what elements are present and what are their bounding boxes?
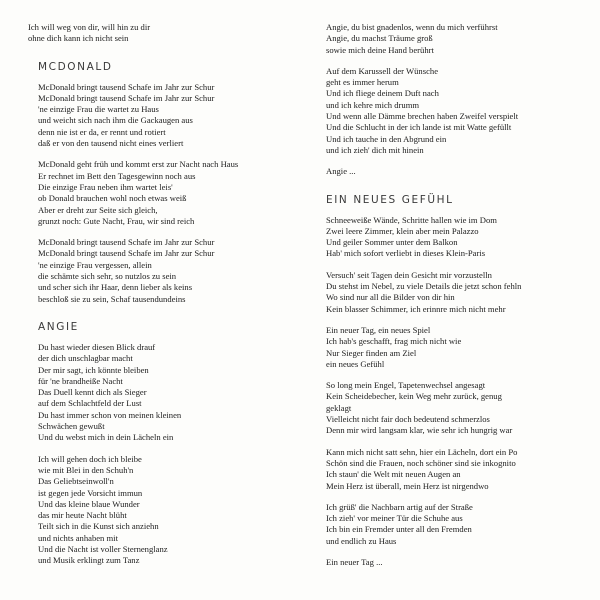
lyric-line: Und geiler Sommer unter dem Balkon	[326, 237, 458, 248]
lyric-line: Nur Sieger finden am Ziel	[326, 347, 417, 358]
lyric-line: Ich grüß' die Nachbarn artig auf der Straße	[326, 501, 473, 512]
lyric-line: Ich will weg von dir, will hin zu dir	[28, 22, 151, 32]
lyric-line: Angie, du machst Träume groß	[326, 33, 433, 44]
lyric-line: geht es immer herum	[326, 77, 399, 88]
lyric-line: ist gegen jede Vorsicht immun	[38, 487, 143, 498]
lyric-line: wie mit Blei in den Schuh'n	[38, 464, 134, 475]
lyric-line: auf dem Schlachtfeld der Lust	[38, 398, 142, 409]
lyric-line: ob Donald brauchen wohl noch etwas weiß	[38, 193, 187, 204]
lyric-line: Und ich tauche in den Abgrund ein	[326, 133, 447, 144]
stanza	[312, 502, 584, 547]
lyric-line: Das Duell kennt dich als Sieger	[38, 387, 147, 398]
lyric-line: Auf dem Karussell der Wünsche	[326, 65, 439, 76]
lyric-line: und weicht sich nach ihm die Gackaugen aus	[38, 115, 193, 126]
stanza	[24, 454, 296, 567]
lyric-line: und scher sich ihr Haar, denn lieber als keins	[38, 282, 193, 293]
lyric-line: Er rechnet im Bett den Tagesgewinn noch aus	[38, 170, 196, 181]
lyric-line: und ich kehre mich drumm	[326, 99, 420, 110]
lyric-line: und endlich zu Haus	[326, 535, 397, 546]
lyric-line: So long mein Engel, Tapetenwechsel angesagt	[326, 380, 486, 391]
lyric-line: McDonald geht früh und kommt erst zur Nacht nach Haus	[38, 159, 239, 170]
lyric-line: ohne dich kann ich nicht sein	[28, 33, 129, 44]
stanza	[312, 380, 584, 436]
right-column	[312, 22, 584, 586]
stanza	[24, 82, 296, 150]
lyric-line: grunzt noch: Gute Nacht, Frau, wir sind reich	[38, 215, 195, 226]
stanza	[312, 22, 584, 56]
lyric-line: Kein blasser Schimmer, ich erinnre mich nicht mehr	[326, 303, 506, 314]
lyric-line: geklagt	[326, 402, 352, 413]
lyric-line: Du hast immer schon von meinen kleinen	[38, 409, 182, 420]
lyric-line: Ich will gehen doch ich bleibe	[38, 453, 142, 464]
lyric-line: Angie, du bist gnadenlos, wenn du mich verführst	[326, 22, 498, 32]
lyric-line: ein neues Gefühl	[326, 358, 385, 369]
lyric-line: Und das kleine blaue Wunder	[38, 498, 140, 509]
lyric-line: sowie mich deine Hand berührt	[326, 44, 434, 55]
lyric-line: Teilt sich in die Kunst sich anziehn	[38, 521, 159, 532]
lyric-line: das mir heute Nacht blüht	[38, 510, 127, 521]
stanza	[312, 270, 584, 315]
lyric-line: Und du webst mich in dein Lächeln ein	[38, 432, 174, 443]
stanza	[24, 237, 296, 305]
stanza	[24, 342, 296, 444]
lyric-line: 'ne einzige Frau die wartet zu Haus	[38, 104, 159, 115]
lyric-line: Ein neuer Tag ...	[326, 556, 383, 567]
stanza	[312, 215, 584, 260]
song-title: MCDONALD	[38, 60, 113, 73]
song-title: EIN NEUES GEFÜHL	[326, 193, 454, 206]
lyric-line: McDonald bringt tausend Schafe im Jahr zur Schur	[38, 81, 215, 92]
lyric-line: Schneeweiße Wände, Schritte hallen wie im Dom	[326, 214, 497, 225]
lyric-line: Ich zieh' vor meiner Tür die Schuhe aus	[326, 513, 463, 524]
stanza	[24, 22, 296, 45]
lyric-line: Der mir sagt, ich könnte bleiben	[38, 364, 149, 375]
stanza	[24, 159, 296, 227]
stanza	[312, 447, 584, 492]
lyric-line: Ein neuer Tag, ein neues Spiel	[326, 324, 431, 335]
lyric-line: McDonald bringt tausend Schafe im Jahr zur Schur	[38, 92, 215, 103]
stanza	[312, 325, 584, 370]
lyric-line: Ich hab's geschafft, frag mich nicht wie	[326, 336, 462, 347]
lyric-line: Ich bin ein Fremder unter all den Fremden	[326, 524, 472, 535]
stanza	[312, 557, 584, 568]
lyric-line: Und wenn alle Dämme brechen haben Zweifel verspielt	[326, 111, 519, 122]
lyric-line: Ich staun' die Welt mit neuen Augen an	[326, 469, 461, 480]
lyric-line: McDonald bringt tausend Schafe im Jahr zur Schur	[38, 237, 215, 248]
stanza	[312, 66, 584, 156]
lyric-line: Und die Nacht ist voller Sternenglanz	[38, 543, 168, 554]
lyric-line: McDonald bringt tausend Schafe im Jahr zur Schur	[38, 248, 215, 259]
lyric-line: Kann mich nicht satt sehn, hier ein Lächeln, dort ein Po	[326, 446, 518, 457]
lyric-line: denn nie ist er da, er rennt und rotiert	[38, 126, 166, 137]
lyric-line: Du hast wieder diesen Blick drauf	[38, 341, 156, 352]
lyric-line: für 'ne brandheiße Nacht	[38, 375, 123, 386]
lyric-line: Vielleicht nicht fair doch bedeutend schmerzlos	[326, 414, 490, 425]
lyric-line: Denn mir wird langsam klar, wie sehr ich hungrig war	[326, 425, 513, 436]
lyric-line: und ich zieh' dich mit hinein	[326, 144, 424, 155]
lyric-line: Aber er dreht zur Seite sich gleich,	[38, 204, 158, 215]
lyric-line: Und die Schlucht in der ich lande ist mit Watte gefüllt	[326, 122, 512, 133]
lyric-line: und nichts anhaben mit	[38, 532, 118, 543]
lyric-line: Die einzige Frau neben ihm wartet leis'	[38, 181, 173, 192]
lyric-line: Das Geliebtseinwoll'n	[38, 476, 114, 487]
lyric-line: Schwächen gewußt	[38, 421, 105, 432]
lyric-line: und Musik erklingt zum Tanz	[38, 555, 140, 566]
lyric-line: Mein Herz ist überall, mein Herz ist nirgendwo	[326, 480, 489, 491]
lyric-line: Wo sind nur all die Bilder von dir hin	[326, 292, 455, 303]
lyric-line: Kein Scheidebecher, kein Weg mehr zurück, genug	[326, 391, 502, 402]
lyric-line: 'ne einzige Frau vergessen, allein	[38, 259, 152, 270]
left-column	[24, 22, 296, 586]
lyric-line: die schämte sich sehr, so nutzlos zu sein	[38, 271, 177, 282]
lyric-line: Angie ...	[326, 166, 356, 177]
lyric-line: beschloß sie zu sein, Schaf tausendundeins	[38, 293, 186, 304]
lyric-line: Hab' mich sofort verliebt in dieses Klein-Paris	[326, 248, 486, 259]
lyric-line: Und ich fliege deinem Duft nach	[326, 88, 439, 99]
lyric-line: Du stehst im Nebel, zu viele Details die jetzt schon fehln	[326, 281, 522, 292]
lyric-line: Schön sind die Frauen, noch schöner sind sie inkognito	[326, 457, 516, 468]
lyric-line: der dich unschlagbar macht	[38, 353, 133, 364]
lyric-line: daß er von den tausend nicht eines verliert	[38, 138, 184, 149]
lyric-line: Versuch' seit Tagen dein Gesicht mir vorzustelln	[326, 269, 492, 280]
stanza	[312, 166, 584, 177]
lyric-line: Zwei leere Zimmer, klein aber mein Palazzo	[326, 225, 479, 236]
song-title: ANGIE	[38, 320, 79, 333]
